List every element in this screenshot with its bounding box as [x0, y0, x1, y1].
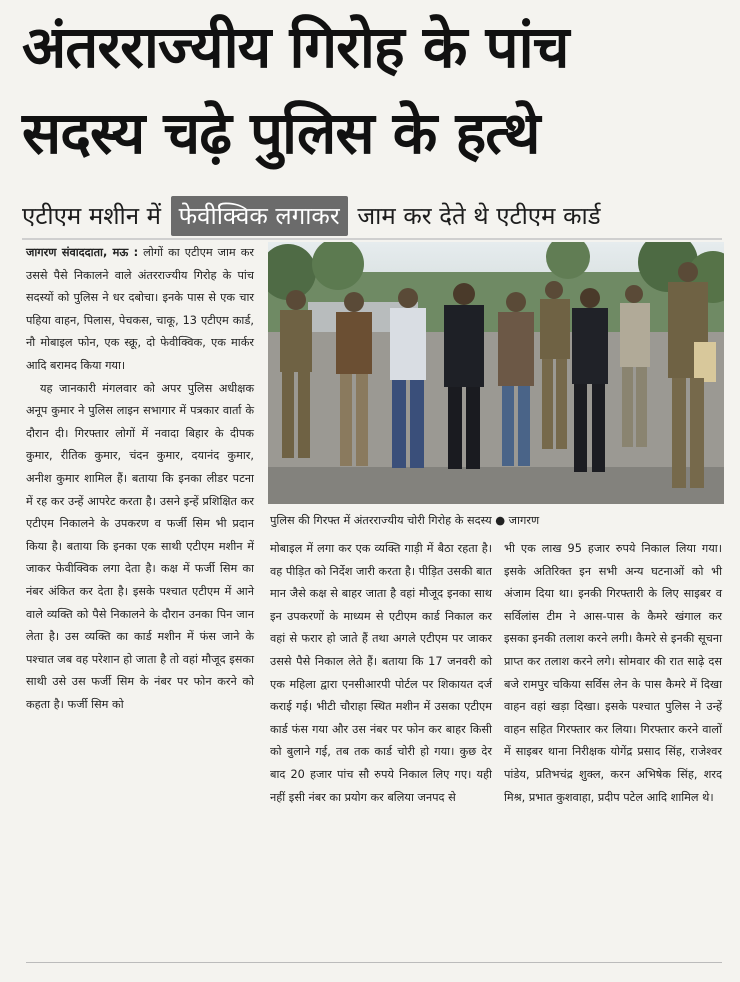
article-column-2: मोबाइल में लगा कर एक व्यक्ति गाड़ी में बैठा रहता है। वह पीड़ित को निर्देश जारी करता है। पीड़ित उसकी बात मान जैसे कक्ष से बाहर जाता है वहां मौजूद इनका साथ इन उपकरणों के माध्यम से एटीएम कार्ड निकाल कर वहां से फरार हो जाते हैं तथा अगले एटीएम पर जाकर उससे पैसे निकाल लेते हैं। बताया कि 17 जनवरी को एक महिला द्वारा एनसीआरपी पोर्टल पर शिकायत दर्ज कराई गई। भीटी चौराहा स्थित मशीन में उसका एटीएम कार्ड फंस गया और उस नंबर पर फोन कर बाहर किसी को बुलाने गई, तब तक कार्ड चोरी हो गया। कुछ देर बाद 20 हजार पांच सौ रुपये निकाल लिए गए। यही नहीं इसी नंबर का प्रयोग कर बलिया जनपद से — [270, 542, 492, 804]
article-column-1 — [26, 242, 254, 962]
headline — [22, 4, 722, 176]
page-bottom-edge — [26, 962, 722, 975]
paragraph-1-text: लोगों का एटीएम जाम कर उससे पैसे निकालने वाले अंतरराज्यीय गिरोह के पांच सदस्यों को पुलिस ने धर दबोचा। इनके पास से एक चार पहिया वाहन, पिलास, पेचकस, चाकू, 13 एटीएम कार्ड, नौ मोबाइल फोन, एक स्क्रू, दो फेवीक्विक, एक मार्कर आदि बरामद किया गया। — [26, 246, 254, 372]
headline-line-1: अंतरराज्यीय गिरोह के पांच — [22, 13, 569, 81]
photo-caption: पुलिस की गिरफ्त में अंतरराज्यीय चोरी गिरोह के सदस्य ● जागरण — [270, 514, 540, 527]
divider — [22, 238, 722, 240]
headline-line-2: सदस्य चढ़े पुलिस के हत्थे — [22, 99, 540, 167]
police-group-photo — [268, 242, 724, 504]
byline: जागरण संवाददाता, मऊ : — [26, 246, 139, 259]
news-photo — [268, 242, 724, 504]
subhead-after: जाम कर देते थे एटीएम कार्ड — [357, 202, 601, 230]
article-column-3: भी एक लाख 95 हजार रुपये निकाल लिया गया। इसके अतिरिक्त इन सभी अन्य घटनाओं को भी अंजाम दिया था। इनकी गिरफ्तारी के लिए साइबर व सर्विलांस टीम ने आस-पास के कैमरे खंगाल कर इसका इनकी तलाश करने लगी। कैमरे से इनकी सूचना प्राप्त कर तलाश करने लगे। सोमवार की रात साढ़े दस बजे रामपुर चकिया सर्विस लेन के पास कैमरे में दिखा वाहन वहां खड़ा दिखा। इसके पश्चात पुलिस ने उन्हें वाहन सहित गिरफ्तार कर लिया। गिरफ्तार करने वालों में साइबर थाना निरीक्षक योगेंद्र प्रसाद सिंह, राजेश्वर पांडेय, प्रतिभचंद्र शुक्ल, करन अभिषेक सिंह, शरद मिश्र, प्रभात कुशवाहा, प्रदीप पटेल आदि शामिल थे। — [504, 542, 722, 804]
paragraph-2: यह जानकारी मंगलवार को अपर पुलिस अधीक्षक अनूप कुमार ने पुलिस लाइन सभागार में पत्रकार वार्ता के दौरान दी। गिरफ्तार लोगों में नवादा बिहार के दीपक कुमार, रीतिक कुमार, चंदन कुमार, दयानंद कुमार, अनीश कुमार शामिल हैं। बताया कि इनका लीडर पटना में रह कर उन्हें आपरेट करता है। उसने इन्हें प्रशिक्षित कर एटीएम निकालने के उपकरण व फर्जी सिम भी प्रदान किया है। बताया कि इनका एक साथी एटीएम मशीन में जाकर फेवीक्विक लगा देता है। कक्ष में फर्जी सिम का नंबर अंकित कर देता है। इसके पश्चात एटीएम में आने वाले व्यक्ति को पैसे निकालने के दौरान उनका पिन जान लेता है। उस व्यक्ति का कार्ड मशीन में फंस जाने के पश्चात जब वह परेशान हो जाता है तो वहां मौजूद इसका साथी उसे उस फर्जी सिम के नंबर पर फोन करने को कहता है। फर्जी सिम को — [26, 381, 254, 711]
subhead-highlight: फेवीक्विक लगाकर — [171, 196, 348, 236]
subheadline — [22, 196, 722, 236]
paragraph-1 — [26, 242, 254, 378]
subhead-before: एटीएम मशीन में — [22, 202, 162, 230]
